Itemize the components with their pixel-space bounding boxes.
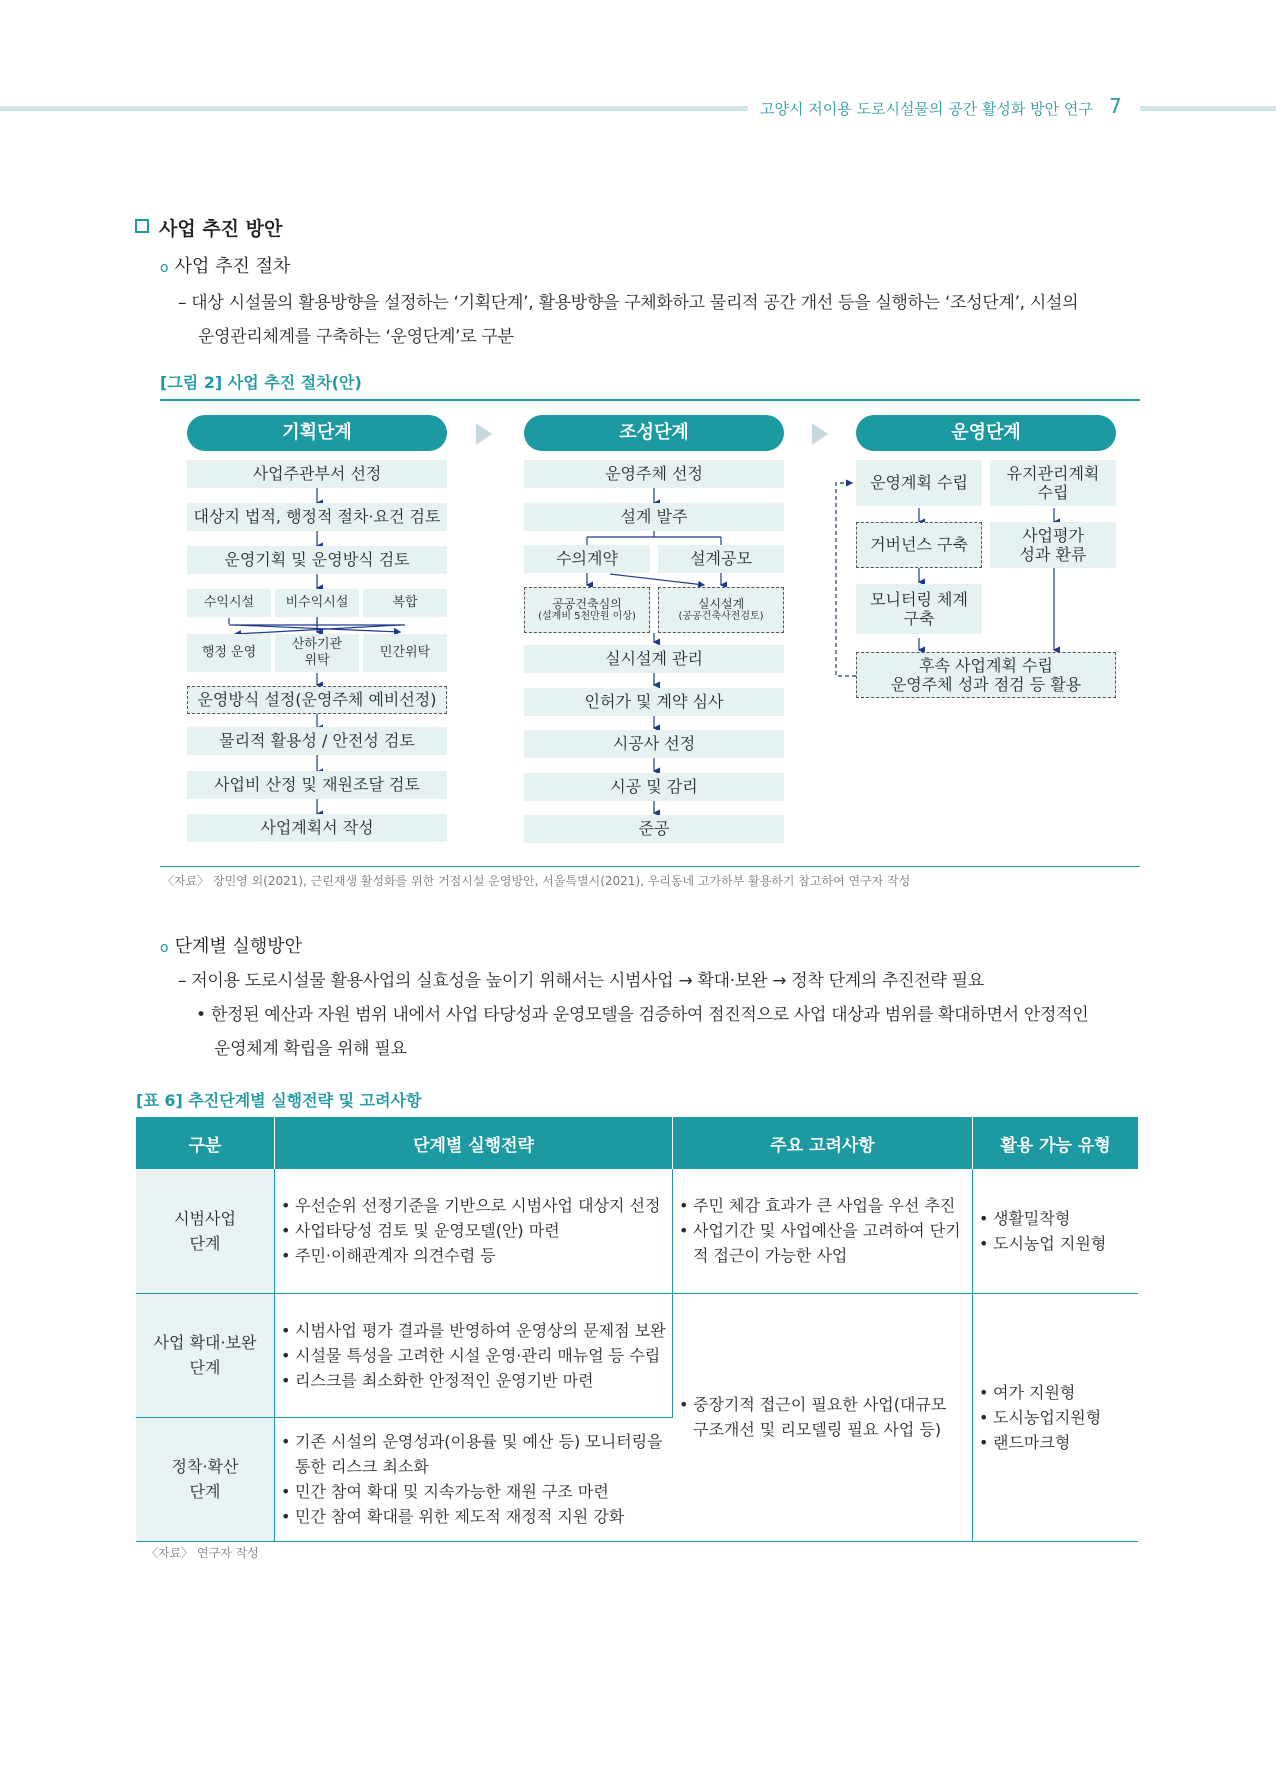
list-item: • 기존 시설의 운영성과(이용률 및 예산 등) 모니터링을 통한 리스크 최소화 (281, 1429, 667, 1479)
col-types: 활용 가능 유형 (973, 1117, 1139, 1169)
operate-maintenance-plan-l2: 수립 (1037, 483, 1069, 502)
row-category-l2: 단계 (189, 1233, 221, 1253)
list-item: • 리스크를 최소화한 안정적인 운영기반 마련 (281, 1368, 666, 1393)
procedure-line-2: 운영관리체계를 구축하는 ‘운영단계’로 구분 (198, 327, 514, 347)
list-item: • 민간 참여 확대를 위한 제도적 재정적 지원 강화 (281, 1504, 667, 1529)
operate-monitoring-l1: 모니터링 체계 (870, 589, 968, 609)
stage-arrow-2-icon (812, 423, 828, 445)
operate-maintenance-plan (990, 460, 1116, 506)
operate-stage-header: 운영단계 (856, 415, 1116, 451)
list-item: • 시범사업 평가 결과를 반영하여 운영상의 문제점 보완 (281, 1318, 666, 1343)
operate-maintenance-plan-l1: 유지관리계획 (1006, 463, 1100, 483)
plan-step-5: 물리적 활용성 / 안전성 검토 (187, 727, 447, 755)
row-category-l2: 단계 (189, 1358, 221, 1377)
circle-bullet-icon: o (160, 940, 169, 956)
plan-step-4: 운영방식 설정(운영주체 예비선정) (187, 686, 447, 714)
operate-evaluation (990, 522, 1116, 568)
build-step-6: 시공 및 감리 (524, 773, 784, 801)
row-types (973, 1293, 1139, 1541)
figure-source: 〈자료〉 장민영 외(2021), 근린재생 활성화를 위한 거점시설 운영방안, 서울특별시(2021), 우리동네 고가하부 활용하기 참고하여 연구자 작성 (162, 874, 911, 888)
plan-stage-header: 기획단계 (187, 415, 447, 451)
list-item: • 주민·이해관계자 의견수렴 등 (281, 1243, 666, 1268)
stage-arrow-1-icon (476, 423, 492, 445)
col-considerations: 주요 고려사항 (673, 1117, 973, 1169)
list-item: • 여가 지원형 (979, 1380, 1132, 1405)
build-detail-design-label: 실시설계 (697, 596, 745, 611)
row-considerations (673, 1293, 973, 1541)
list-item: • 생활밀착형 (979, 1206, 1132, 1231)
subsection-stages-text: 단계별 실행방안 (174, 936, 303, 957)
row-strategy (275, 1293, 673, 1417)
list-item: • 중장기적 접근이 필요한 사업(대규모 구조개선 및 리모델링 필요 사업 등) (679, 1392, 966, 1442)
col-strategy: 단계별 실행전략 (275, 1117, 673, 1169)
plan-step-7: 사업계획서 작성 (187, 814, 447, 842)
list-item: • 랜드마크형 (979, 1430, 1132, 1455)
table-row (136, 1293, 1138, 1417)
plan-step-2: 대상지 법적, 행정적 절차·요건 검토 (187, 503, 447, 531)
plan-step-3: 운영기획 및 운영방식 검토 (187, 546, 447, 574)
strategy-table (136, 1117, 1138, 1542)
plan-mode-affiliate-l2: 위탁 (304, 653, 330, 668)
subsection-procedure-text: 사업 추진 절차 (174, 256, 291, 277)
plan-mode-affiliate (275, 634, 359, 672)
build-review (524, 587, 650, 633)
plan-type-profit: 수익시설 (187, 589, 271, 617)
row-category (136, 1293, 275, 1417)
list-item: • 도시농업지원형 (979, 1405, 1132, 1430)
operate-evaluation-l2: 성과 환류 (1019, 545, 1087, 564)
plan-mode-affiliate-l1: 산하기관 (291, 637, 343, 653)
list-item: • 도시농업 지원형 (979, 1231, 1132, 1256)
operate-followup-l1: 후속 사업계획 수립 (919, 655, 1053, 675)
build-contract-competition: 설계공모 (658, 545, 784, 573)
row-considerations (673, 1169, 973, 1293)
row-category (136, 1169, 275, 1293)
operate-evaluation-l1: 사업평가 (1022, 525, 1084, 545)
section-title-text: 사업 추진 방안 (159, 218, 283, 240)
stage-line-2: • 한정된 예산과 자원 범위 내에서 사업 타당성과 운영모델을 검증하여 점진적으로 사업 대상과 범위를 확대하면서 안정적인 (196, 1005, 1089, 1025)
build-step-4: 인허가 및 계약 심사 (524, 688, 784, 716)
operate-governance: 거버넌스 구축 (856, 522, 982, 568)
plan-step-6: 사업비 산정 및 재원조달 검토 (187, 771, 447, 799)
plan-type-mixed: 복합 (363, 589, 447, 617)
list-item: • 민간 참여 확대 및 지속가능한 재원 구조 마련 (281, 1479, 667, 1504)
plan-type-nonprofit: 비수익시설 (275, 589, 359, 617)
operate-followup-l2: 운영주체 성과 점검 등 활용 (890, 675, 1082, 694)
build-step-3: 실시설계 관리 (524, 645, 784, 673)
stage-line-1: – 저이용 도로시설물 활용사업의 실효성을 높이기 위해서는 시범사업 → 확대·보완 → 정착 단계의 추진전략 필요 (178, 971, 984, 991)
stage-line-3: 운영체계 확립을 위해 필요 (214, 1039, 407, 1059)
plan-mode-admin: 행정 운영 (187, 634, 271, 672)
plan-step-1: 사업주관부서 선정 (187, 460, 447, 488)
row-category-l1: 정착·확산 (171, 1457, 239, 1476)
col-category: 구분 (136, 1117, 275, 1169)
list-item: • 주민 체감 효과가 큰 사업을 우선 추진 (679, 1193, 966, 1218)
running-header-title: 고양시 저이용 도로시설물의 공간 활성화 방안 연구 (760, 100, 1093, 118)
operate-plan: 운영계획 수립 (856, 460, 982, 506)
build-step-7: 준공 (524, 815, 784, 843)
operate-followup (856, 652, 1116, 698)
list-item: • 우선순위 선정기준을 기반으로 시범사업 대상지 선정 (281, 1193, 666, 1218)
row-strategy (275, 1169, 673, 1293)
plan-mode-private: 민간위탁 (363, 634, 447, 672)
table-header-row (136, 1117, 1138, 1169)
operate-monitoring (856, 584, 982, 634)
build-step-5: 시공사 선정 (524, 730, 784, 758)
row-category-l2: 단계 (189, 1482, 221, 1501)
table-row (136, 1169, 1138, 1293)
build-detail-design-note: (공공건축사전검토) (678, 611, 764, 623)
page-number: 7 (1109, 94, 1122, 118)
row-category-l1: 사업 확대·보완 (153, 1333, 257, 1352)
table-caption: [표 6] 추진단계별 실행전략 및 고려사항 (136, 1091, 422, 1110)
table-source: 〈자료〉 연구자 작성 (146, 1546, 259, 1560)
row-category (136, 1417, 275, 1541)
figure-caption: [그림 2] 사업 추진 절차(안) (160, 373, 362, 392)
build-step-2: 설계 발주 (524, 503, 784, 531)
build-contract-private: 수의계약 (524, 545, 650, 573)
build-step-1: 운영주체 선정 (524, 460, 784, 488)
build-review-label: 공공건축심의 (552, 596, 622, 611)
subsection-stages (160, 932, 302, 958)
figure-bottom-rule (160, 866, 1140, 867)
list-item: • 시설물 특성을 고려한 시설 운영·관리 매뉴얼 등 수립 (281, 1343, 666, 1368)
procedure-line-1: – 대상 시설물의 활용방향을 설정하는 ‘기획단계’, 활용방향을 구체화하고 물리적 공간 개선 등을 실행하는 ‘조성단계’, 시설의 (178, 293, 1079, 313)
row-category-l1: 시범사업 (174, 1208, 236, 1228)
build-review-note: (설계비 5천만원 이상) (538, 611, 636, 623)
build-detail-design (658, 587, 784, 633)
row-strategy (275, 1417, 673, 1541)
list-item: • 사업기간 및 사업예산을 고려하여 단기적 접근이 가능한 사업 (679, 1218, 966, 1268)
build-stage-header: 조성단계 (524, 415, 784, 451)
list-item: • 사업타당성 검토 및 운영모델(안) 마련 (281, 1218, 666, 1243)
row-types (973, 1169, 1139, 1293)
operate-monitoring-l2: 구축 (903, 609, 935, 628)
circle-bullet-icon: o (160, 260, 169, 276)
